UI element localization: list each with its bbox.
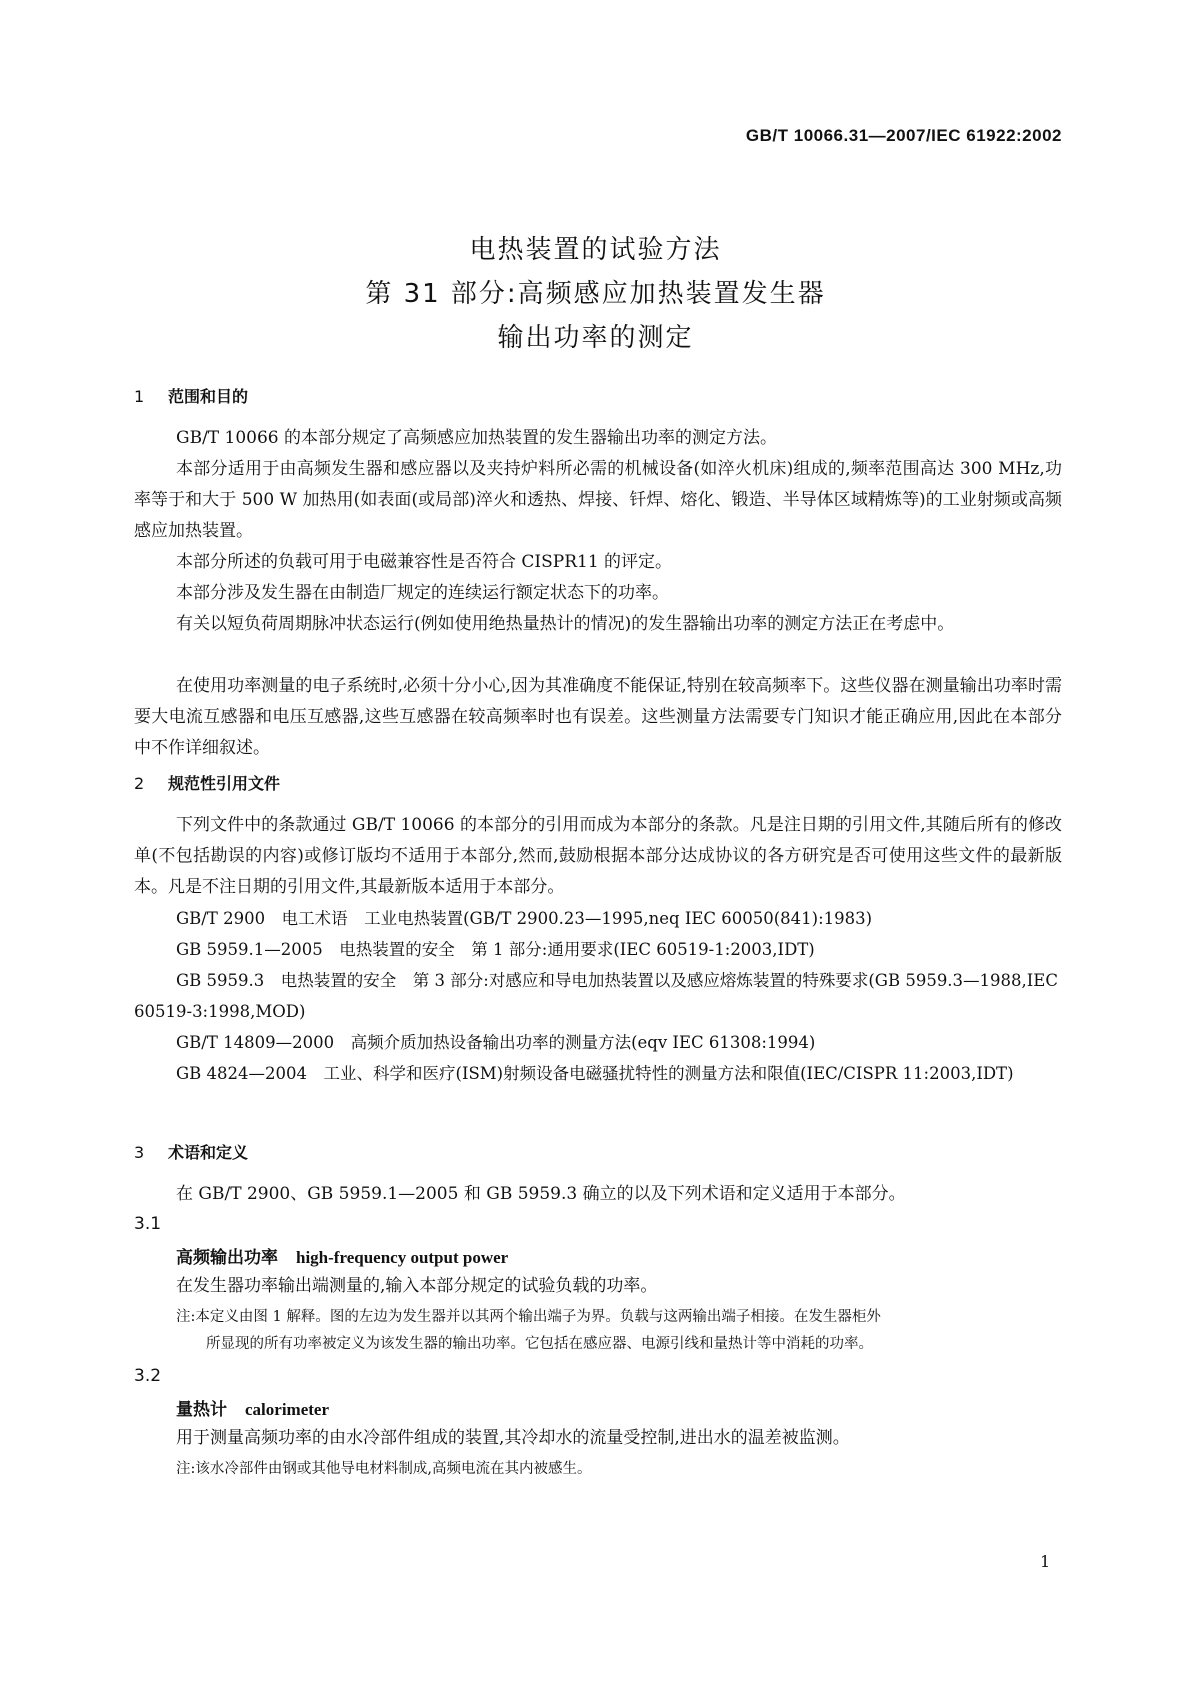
section-1-heading bbox=[134, 384, 248, 407]
term-heading bbox=[176, 1243, 508, 1268]
section-1-paragraph: GB/T 10066 的本部分规定了高频感应加热装置的发生器输出功率的测定方法。 bbox=[176, 428, 778, 448]
title-line-1: 电热装置的试验方法 bbox=[469, 235, 722, 265]
section-2-title: 规范性引用文件 bbox=[168, 774, 281, 793]
section-2-heading bbox=[134, 771, 280, 794]
reference-item: GB/T 14809—2000 高频介质加热设备输出功率的测量方法(eqv IEC 61308:1994) bbox=[176, 1033, 816, 1052]
term-number: 3.2 bbox=[134, 1366, 162, 1386]
note-label: 注: bbox=[176, 1309, 196, 1325]
term-en: high-frequency output power bbox=[296, 1248, 509, 1267]
section-1-paragraph: 本部分涉及发生器在由制造厂规定的连续运行额定状态下的功率。 bbox=[176, 583, 669, 603]
section-1-number: 1 bbox=[134, 387, 145, 406]
section-1-paragraph: 本部分所述的负载可用于电磁兼容性是否符合 CISPR11 的评定。 bbox=[176, 552, 673, 572]
term-number: 3.1 bbox=[134, 1214, 162, 1234]
term-definition: 在发生器功率输出端测量的,输入本部分规定的试验负载的功率。 bbox=[176, 1276, 658, 1296]
term-note bbox=[176, 1456, 1062, 1483]
term-heading bbox=[176, 1395, 329, 1420]
reference-item: GB 4824—2004 工业、科学和医疗(ISM)射频设备电磁骚扰特性的测量方法和限值(IEC/CISPR 11:2003,IDT) bbox=[176, 1064, 1014, 1083]
note-label: 注: bbox=[176, 1461, 196, 1477]
section-2-number: 2 bbox=[134, 774, 145, 793]
note-text: 该水冷部件由钢或其他导电材料制成,高频电流在其内被感生。 bbox=[195, 1461, 592, 1477]
document-title bbox=[0, 228, 1191, 360]
section-2-intro: 下列文件中的条款通过 GB/T 10066 的本部分的引用而成为本部分的条款。凡是注日期的引用文件,其随后所有的修改单(不包括勘误的内容)或修订版均不适用于本部分,然而,鼓励根据本部分达成协议的各方研究是否可使用这些文件的最新版本。凡是不注日期的引用文件,其最新版本适用于本部分。 bbox=[134, 815, 1062, 897]
term-zh: 量热计 bbox=[176, 1400, 227, 1420]
section-3-title: 术语和定义 bbox=[168, 1143, 249, 1162]
term-en: calorimeter bbox=[245, 1400, 329, 1419]
section-3-number: 3 bbox=[134, 1143, 145, 1162]
section-3-heading bbox=[134, 1140, 248, 1163]
reference-item: GB 5959.1—2005 电热装置的安全 第 1 部分:通用要求(IEC 60519-1:2003,IDT) bbox=[176, 940, 815, 959]
section-1-paragraph: 有关以短负荷周期脉冲状态运行(例如使用绝热量热计的情况)的发生器输出功率的测定方法正在考虑中。 bbox=[176, 614, 955, 634]
note-text: 本定义由图 1 解释。图的左边为发生器并以其两个输出端子为界。负载与这两输出端子相接。在发生器柜外 bbox=[195, 1309, 881, 1325]
term-note bbox=[176, 1304, 1062, 1358]
section-1-paragraph: 本部分适用于由高频发生器和感应器以及夹持炉料所必需的机械设备(如淬火机床)组成的,频率范围高达 300 MHz,功率等于和大于 500 W 加热用(如表面(或局部)淬火和透热、焊接、钎焊、熔化、锻造、半导体区域精炼等)的工业射频或高频感应加热装置。 bbox=[134, 459, 1062, 541]
title-line-3: 输出功率的测定 bbox=[497, 323, 694, 353]
term-definition: 用于测量高频功率的由水冷部件组成的装置,其冷却水的流量受控制,进出水的温差被监测。 bbox=[176, 1428, 850, 1448]
note-text-continued: 所显现的所有功率被定义为该发生器的输出功率。它包括在感应器、电源引线和量热计等中消耗的功率。 bbox=[206, 1336, 873, 1352]
page-number: 1 bbox=[1040, 1552, 1051, 1571]
standard-id: GB/T 10066.31—2007/IEC 61922:2002 bbox=[745, 126, 1062, 145]
term-zh: 高频输出功率 bbox=[176, 1248, 278, 1268]
reference-item: GB/T 2900 电工术语 工业电热装置(GB/T 2900.23—1995,neq IEC 60050(841):1983) bbox=[176, 909, 873, 928]
title-line-2: 第 31 部分:高频感应加热装置发生器 bbox=[365, 279, 826, 309]
section-3-intro: 在 GB/T 2900、GB 5959.1—2005 和 GB 5959.3 确立的以及下列术语和定义适用于本部分。 bbox=[176, 1184, 906, 1204]
reference-item: GB 5959.3 电热装置的安全 第 3 部分:对感应和导电加热装置以及感应熔炼装置的特殊要求(GB 5959.3—1988,IEC 60519-3:1998,MOD) bbox=[134, 971, 1058, 1021]
section-1-paragraph: 在使用功率测量的电子系统时,必须十分小心,因为其准确度不能保证,特别在较高频率下。这些仪器在测量输出功率时需要大电流互感器和电压互感器,这些互感器在较高频率时也有误差。这些测量方法需要专门知识才能正确应用,因此在本部分中不作详细叙述。 bbox=[134, 676, 1062, 758]
section-1-title: 范围和目的 bbox=[168, 387, 249, 406]
